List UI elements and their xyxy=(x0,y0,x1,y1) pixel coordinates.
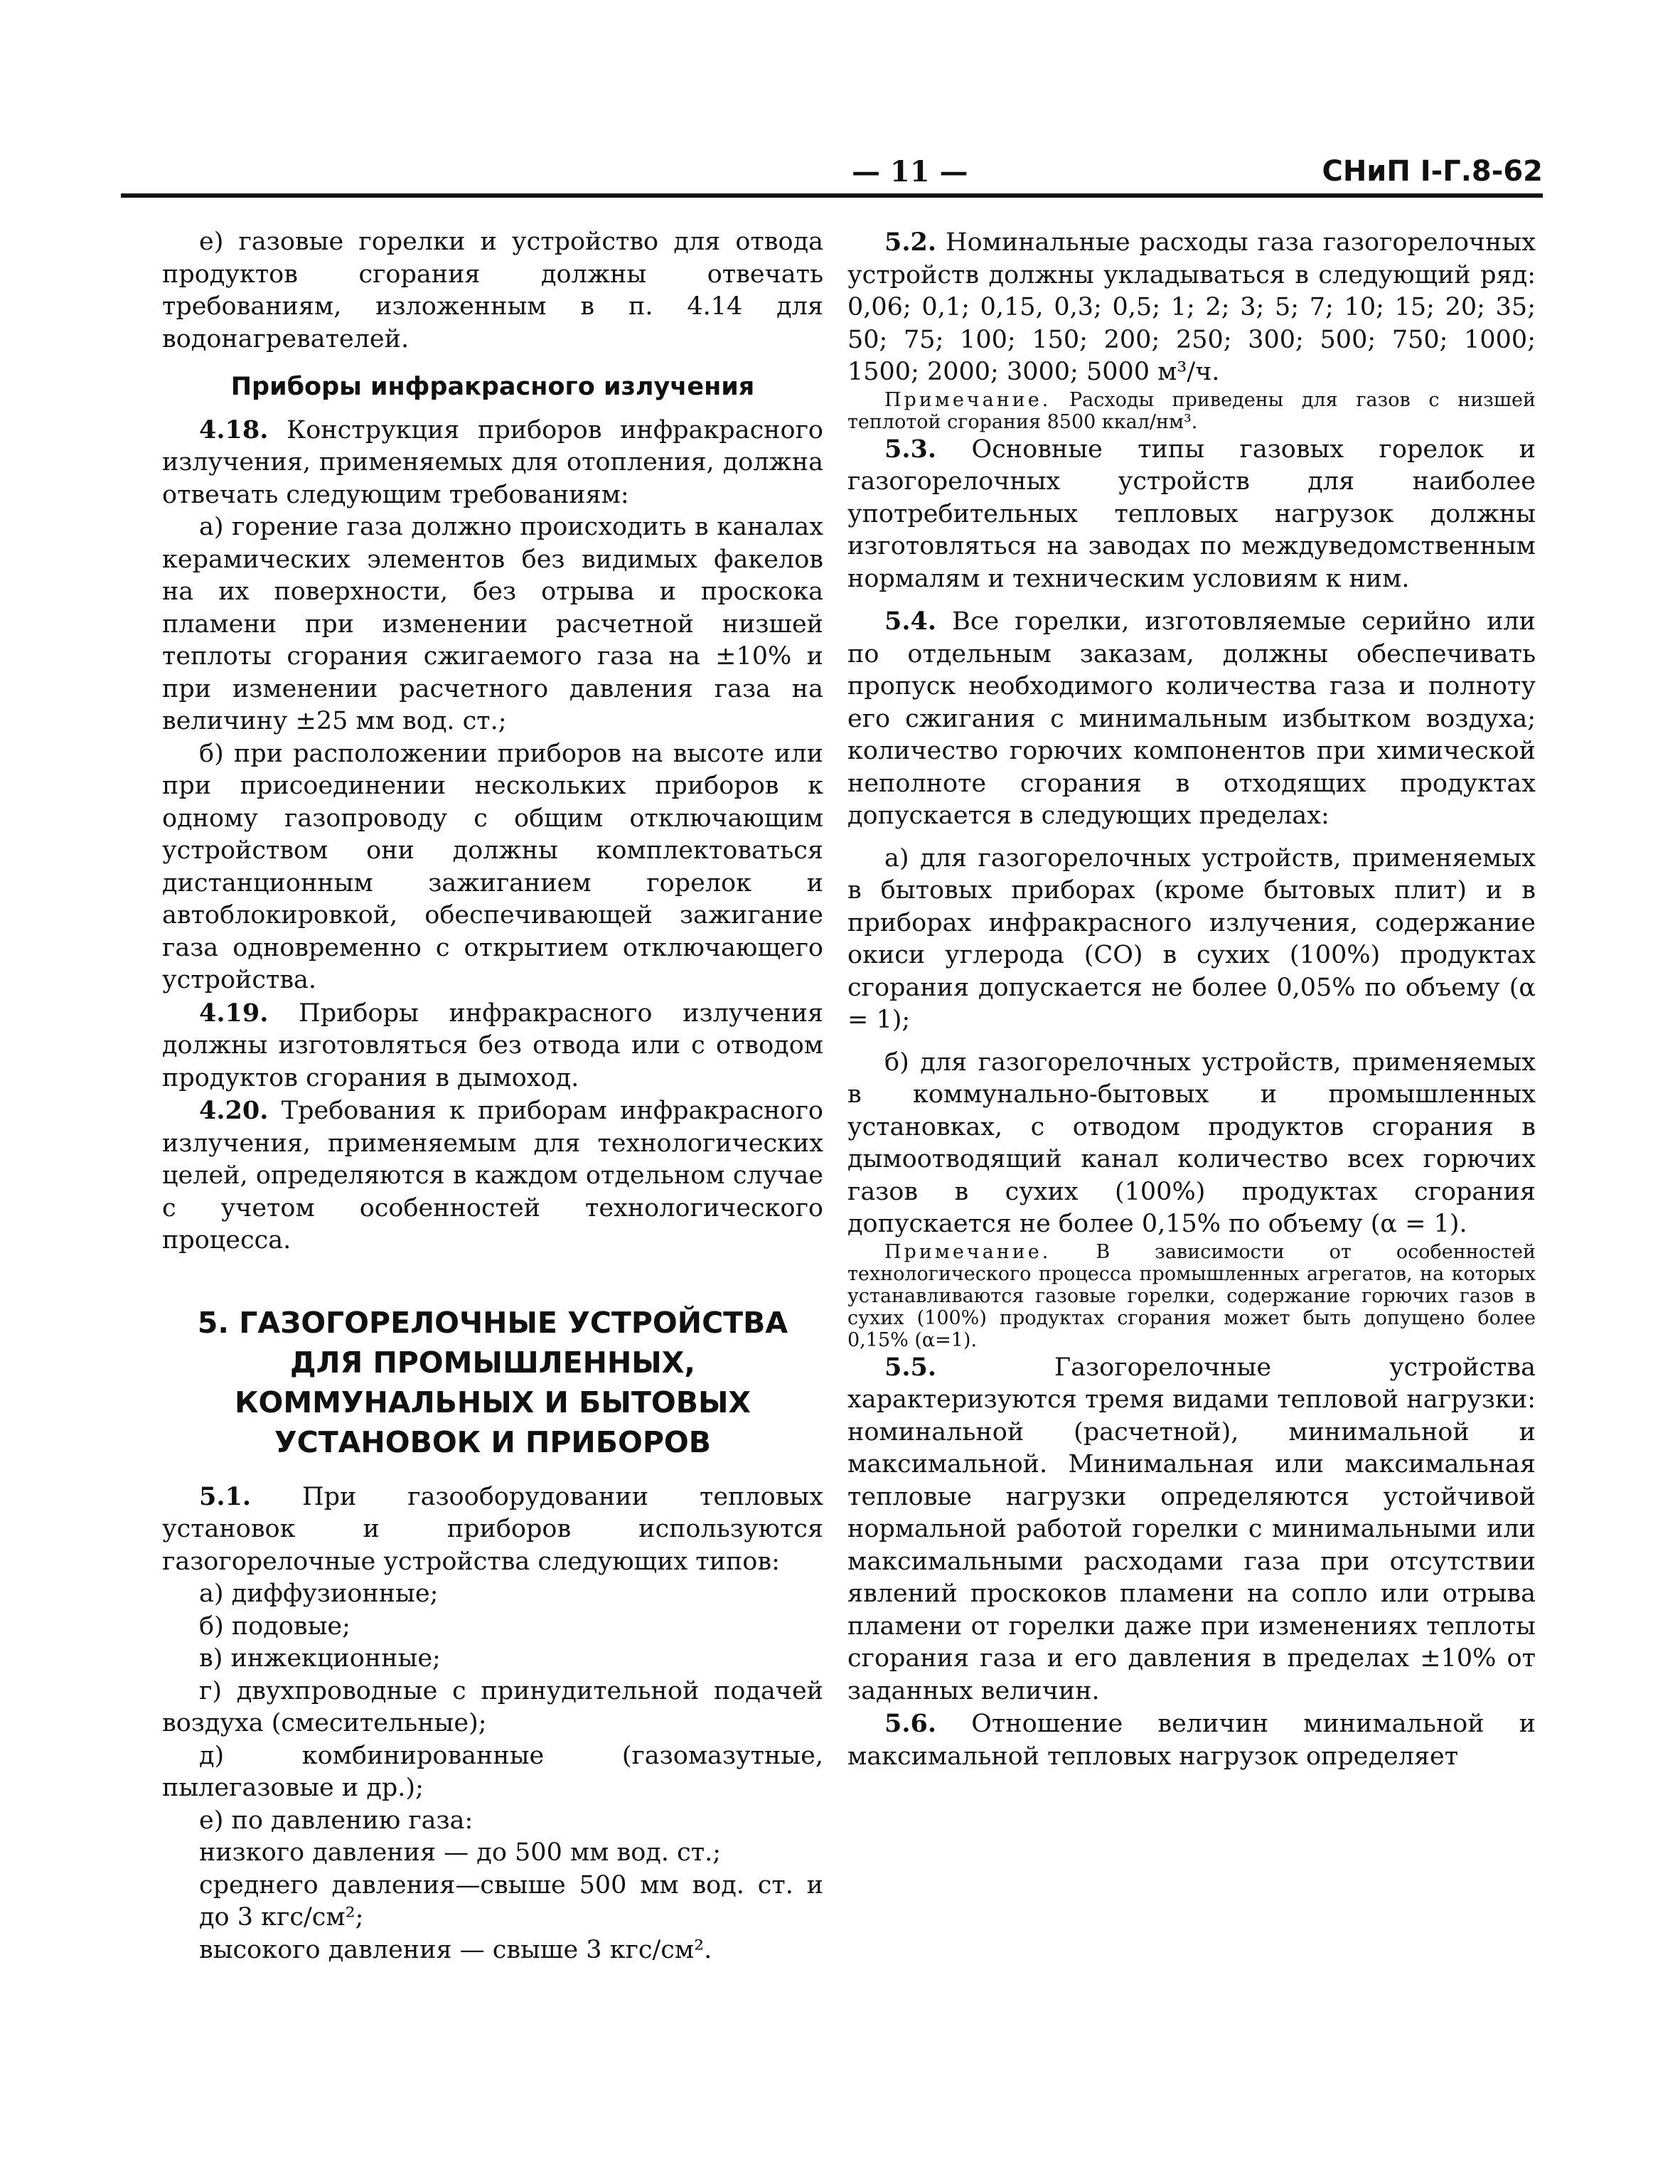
subheading-infrared-devices: Приборы инфракрасного излучения xyxy=(230,373,755,401)
clause-text: Конструкция приборов инфракрасного излучения, применяемых для отопления, должна отвечать следующим требованиям: xyxy=(162,415,823,509)
clause-5-4-item-b: б) для газогорелочных устройств, применяемых в коммунально-бытовых и промышленных установках, с отводом продуктов сгорания в дымоотводящий канал количество всех горючих газов в сухих (100%) продуктах сгорания допускается не более 0,15% по объему (α = 1). xyxy=(847,1048,1536,1238)
pressure-low: низкого давления — до 500 мм вод. ст.; xyxy=(199,1838,721,1867)
spacer xyxy=(847,1037,1536,1047)
clause-5-1-item-v: в) инжекционные; xyxy=(199,1644,441,1673)
clause-4-20 xyxy=(162,1094,823,1257)
page-header xyxy=(121,155,1543,198)
clause-number: 5.1. xyxy=(199,1481,252,1511)
clause-text: Приборы инфракрасного излучения должны изготовляться без отвода или с отводом продуктов сгорания в дымоход. xyxy=(162,998,823,1092)
clause-4-19 xyxy=(162,997,823,1095)
clause-5-2 xyxy=(847,226,1536,389)
section-title-line: КОММУНАЛЬНЫХ И БЫТОВЫХ xyxy=(234,1385,751,1419)
note-text: В зависимости от особенностей технологического процесса промышленных агрегатов, на которых устанавливаются газовые горелки, содержание горючих газов в сухих (100%) продуктах сгорания может быть допущено более 0,15% (α=1). xyxy=(847,1240,1536,1351)
header-rule xyxy=(121,193,1543,198)
clause-text: Все горелки, изготовляемые серийно или по отдельным заказам, должны обеспечивать пропуск необходимого количества газа и полноту его сжигания с минимальным избытком воздуха; количество горючих компонентов при химической неполноте сгорания в отходящих продуктах допускается в следующих пределах: xyxy=(847,607,1536,830)
clause-number: 4.18. xyxy=(199,415,269,444)
clause-5-1-item-g: г) двухпроводные с принудительной подачей воздуха (смесительные); xyxy=(162,1676,823,1737)
spacer xyxy=(847,595,1536,605)
clause-number: 4.19. xyxy=(199,998,269,1028)
note-label: Примечание. xyxy=(884,1240,1052,1263)
note-text: Расходы приведены для газов с низшей теплотой сгорания 8500 ккал/нм³. xyxy=(847,388,1536,433)
clause-text: Газогорелочные устройства характеризуются тремя видами тепловой нагрузки: номинальной (расчетной), минимальной и максимальной. Минимальная или максимальная тепловые нагрузки определяются устойчивой нормальной работой горелки с минимальными или максимальными расходами газа при отсутствии явлений проскоков пламени на сопло или отрыва пламени от горелки даже при изменениях теплоты сгорания газа и его давления в пределах ±10% от заданных величин. xyxy=(847,1353,1536,1705)
clause-5-1-item-b: б) подовые; xyxy=(199,1612,351,1641)
clause-number: 5.6. xyxy=(884,1709,937,1738)
page-number: — 11 — xyxy=(852,155,968,188)
clause-5-5 xyxy=(847,1351,1536,1708)
clause-text: Основные типы газовых горелок и газогорелочных устройств для наиболее употребительных тепловых нагрузок должны изготовляться на заводах по междуведомственным нормалям и техническим условиям к ним. xyxy=(847,435,1536,593)
pressure-high: высокого давления — свыше 3 кгс/см². xyxy=(199,1935,712,1964)
clause-text: Отношение величин минимальной и максимальной тепловых нагрузок определяет xyxy=(847,1710,1536,1771)
clause-text: Требования к приборам инфракрасного излучения, применяемым для технологических целей, определяются в каждом отдельном случае с учетом особенностей технологического процесса. xyxy=(162,1097,823,1255)
section-5-title xyxy=(162,1303,823,1462)
clause-4-18-item-b: б) при расположении приборов на высоте или при присоединении нескольких приборов к одному газопроводу с общим отключающим устройством они должны комплектоваться дистанционным зажиганием горелок и автоблокировкой, обеспечивающей зажигание газа одновременно с открытием отключающего устройства. xyxy=(162,739,823,994)
clause-text: Номинальные расходы газа газогорелочных устройств должны укладываться в следующий ряд: 0,06; 0,1; 0,15, 0,3; 0,5; 1; 2; 3; 5; 7; 10; 15; 20; 35; 50; 75; 100; 150; 200; 250; 300; 500; 750; 1000; 1500; 2000; 3000; 5000 м³/ч. xyxy=(847,228,1536,386)
clause-number: 5.4. xyxy=(884,607,937,636)
clause-5-4-item-a: а) для газогорелочных устройств, применяемых в бытовых приборах (кроме бытовых плит) и в приборах инфракрасного излучения, содержание окиси углерода (СО) в сухих (100%) продуктах сгорания допускается не более 0,05% по объему (α = 1); xyxy=(847,843,1536,1034)
clause-5-6 xyxy=(847,1708,1536,1773)
clause-5-3 xyxy=(847,433,1536,596)
pressure-medium: среднего давления—свыше 500 мм вод. ст. и до 3 кгс/см²; xyxy=(199,1870,823,1932)
clause-5-1-item-a: а) диффузионные; xyxy=(199,1580,439,1608)
clause-4-18-item-a: а) горение газа должно происходить в каналах керамических элементов без видимых факелов на их поверхности, без отрыва и проскока пламени при изменении расчетной низшей теплоты сгорания сжигаемого газа на ±10% и при изменении расчетного давления газа на величину ±25 мм вод. ст.; xyxy=(162,513,823,735)
paragraph-e-heaters: е) газовые горелки и устройство для отвода продуктов сгорания должны отвечать требованиям, изложенным в п. 4.14 для водонагревателей. xyxy=(162,228,823,353)
note-1 xyxy=(847,389,1536,433)
right-column xyxy=(847,226,1536,1773)
note-label: Примечание. xyxy=(884,388,1052,411)
section-title-line: 5. ГАЗОГОРЕЛОЧНЫЕ УСТРОЙСТВА xyxy=(197,1305,788,1340)
note-2 xyxy=(847,1241,1536,1351)
section-title-line: ДЛЯ ПРОМЫШЛЕННЫХ, xyxy=(290,1345,695,1380)
clause-5-1-item-e: е) по давлению газа: xyxy=(199,1806,473,1835)
clause-4-18 xyxy=(162,414,823,512)
clause-number: 4.20. xyxy=(199,1096,269,1125)
spacer xyxy=(847,833,1536,843)
clause-number: 5.5. xyxy=(884,1352,937,1382)
clause-number: 5.2. xyxy=(884,228,937,257)
section-title-line: УСТАНОВОК И ПРИБОРОВ xyxy=(274,1424,711,1459)
clause-5-1 xyxy=(162,1481,823,1579)
clause-number: 5.3. xyxy=(884,434,937,464)
left-column xyxy=(162,226,823,1966)
clause-5-1-item-d: д) комбинированные (газомазутные, пылегазовые и др.); xyxy=(162,1741,823,1802)
clause-5-4 xyxy=(847,605,1536,833)
clause-text: При газооборудовании тепловых установок и приборов используются газогорелочные устройства следующих типов: xyxy=(162,1482,823,1576)
running-title: СНиП I-Г.8-62 xyxy=(1322,155,1543,188)
